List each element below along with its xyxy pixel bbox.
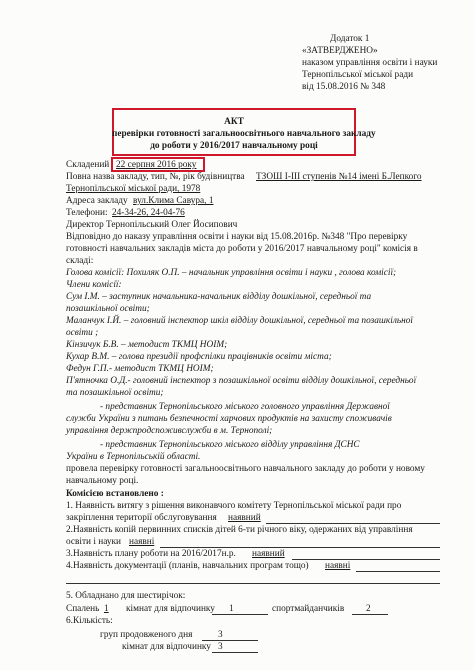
member-3: Кінзичук Б.В. – методист ТКМЦ НОІМ; <box>66 340 228 350</box>
approved-stamp-text: «ЗАТВЕРДЖЕНО» <box>302 46 378 56</box>
fill-line <box>202 640 258 641</box>
item-1-line-2: закріплення території обслуговування <box>66 513 217 523</box>
conducted-line-2: навчальному році. <box>66 476 139 486</box>
address-label: Адреса закладу <box>66 196 128 206</box>
institution-name-line-2: Тернопільської міської ради, 1978 <box>66 184 201 194</box>
established-heading: Комісією встановлено : <box>66 489 164 499</box>
annex-label: Додаток 1 <box>330 34 370 44</box>
order-line-2: Тернопільської міської ради <box>302 70 414 80</box>
item-4-value: наявні <box>325 561 351 571</box>
member-8-line-2: України в Тернопільській області. <box>66 452 201 462</box>
member-7-line-2: служби України з питань безпечності харчових продуктів на захисту споживачів <box>66 414 392 424</box>
member-7-line-1: - представник Тернопільського міського головного управління Державної <box>100 402 390 412</box>
institution-name-value: ТЗОШ І-ІІІ ступенів №14 імені Б.Лепкого <box>256 172 422 182</box>
fill-line <box>66 583 440 584</box>
fill-line <box>212 614 268 615</box>
act-subtitle-1: перевірки готовності загальноосвітнього навчального закладу <box>112 129 376 139</box>
member-6-line-2: та позашкільної освіти; <box>66 388 164 398</box>
order-line-1: наказом управління освіти і науки <box>302 58 438 68</box>
item-6-rooms-label: кімнат для відпочинку <box>122 642 211 652</box>
director-line: Директор Тернопільський Олег Йосипович <box>66 220 238 230</box>
item-5-sleep-label: Спалень <box>66 604 100 614</box>
member-1-line-1: Сум І.М. – заступник начальника-начальник відділу дошкільної, середньої та <box>66 292 372 302</box>
commission-head: Голова комісії: Похиляк О.П. – начальник управління освіти і науки , голова комісії; <box>66 268 397 278</box>
item-6-groups-label: груп продовженого дня <box>100 630 193 640</box>
fill-line <box>352 614 388 615</box>
member-7-line-3: управління держпродспоживслужби в м. Тернополі; <box>66 426 273 436</box>
phones-label: Телефони: <box>66 208 108 218</box>
act-title: АКТ <box>224 117 244 127</box>
item-2-value: наявні <box>129 537 155 547</box>
item-6-groups-value: 3 <box>218 630 223 640</box>
member-4: Кухар В.М. – голова президії профспілки працівників освіти міста; <box>66 352 332 362</box>
member-6-line-1: П'ятночка О.Д.- головний інспектор з позашкільної освіти відділу дошкільної, середньої <box>66 376 417 386</box>
order-text-line-3: складі: <box>66 256 94 266</box>
member-5: Федун Г.П.- методист ТКМЦ НОІМ; <box>66 364 214 374</box>
fill-line <box>160 547 440 548</box>
address-value: вул.Клима Савура, 1 <box>133 196 214 206</box>
fill-line <box>266 523 440 524</box>
conducted-line-1: провела перевірку готовності загальноосвітнього навчального закладу до роботи у новому <box>66 464 425 474</box>
phones-value: 24-34-26, 24-04-76 <box>112 208 185 218</box>
commission-members-label: Члени комісії: <box>66 280 122 290</box>
compiled-label: Складений <box>66 160 110 170</box>
fill-line <box>356 571 440 572</box>
item-5-sleep-value: 1 <box>104 604 109 614</box>
item-5-sport-label: спортмайданчиків <box>272 604 345 614</box>
item-5-rest-label: кімнат для відпочинку <box>126 604 215 614</box>
item-6-rooms-value: 3 <box>218 642 223 652</box>
member-2-line-2: освіти ; <box>66 328 99 338</box>
item-5-rest-value: 1 <box>229 604 234 614</box>
item-3-label: 3.Наявність плану роботи на 2016/2017н.р. <box>66 549 236 559</box>
member-1-line-2: позашкільної освіти; <box>66 304 150 314</box>
item-6-heading: 6.Кількість: <box>66 616 113 626</box>
item-1-value: наявний <box>228 513 261 523</box>
order-text-line-2: готовності навчальних закладів міста до роботи у 2016/2017 навчальному році" комісія в <box>66 244 418 254</box>
item-4-label: 4.Наявність документації (планів, навчальних програм тощо) <box>66 561 309 571</box>
fill-line <box>212 652 258 653</box>
fill-line <box>292 559 440 560</box>
act-subtitle-2: до роботи у 2016/2017 навчальному році <box>150 141 318 151</box>
compiled-date: 22 серпня 2016 року <box>116 160 197 170</box>
item-5-sport-value: 2 <box>366 604 371 614</box>
item-2-line-1: 2.Наявність копій первинних списків дітей 6-ти річного віку, одержаних від управління <box>66 525 413 535</box>
item-5-heading: 5. Обладнано для шестирічок: <box>66 591 186 601</box>
institution-name-label: Повна назва закладу, тип, №, рік будівництва <box>66 172 245 182</box>
item-1-line-1: 1. Наявність витягу з рішення виконавчого комітету Тернопільської міської ради про <box>66 501 402 511</box>
order-text-line-1: Відповідно до наказу управління освіти і науки від 15.08.2016р. №348 "Про перевірку <box>66 232 408 242</box>
member-2-line-1: Маланчук І.Й. – головний інспектор шкіл відділу дошкільної, середньої та позашкільної <box>66 316 413 326</box>
item-3-value: наявний <box>252 549 285 559</box>
item-2-line-2: освіти і науки <box>66 537 122 547</box>
order-date: від 15.08.2016 № 348 <box>302 82 386 92</box>
member-8-line-1: - представник Тернопільського міського відділу управління ДСНС <box>100 440 360 450</box>
